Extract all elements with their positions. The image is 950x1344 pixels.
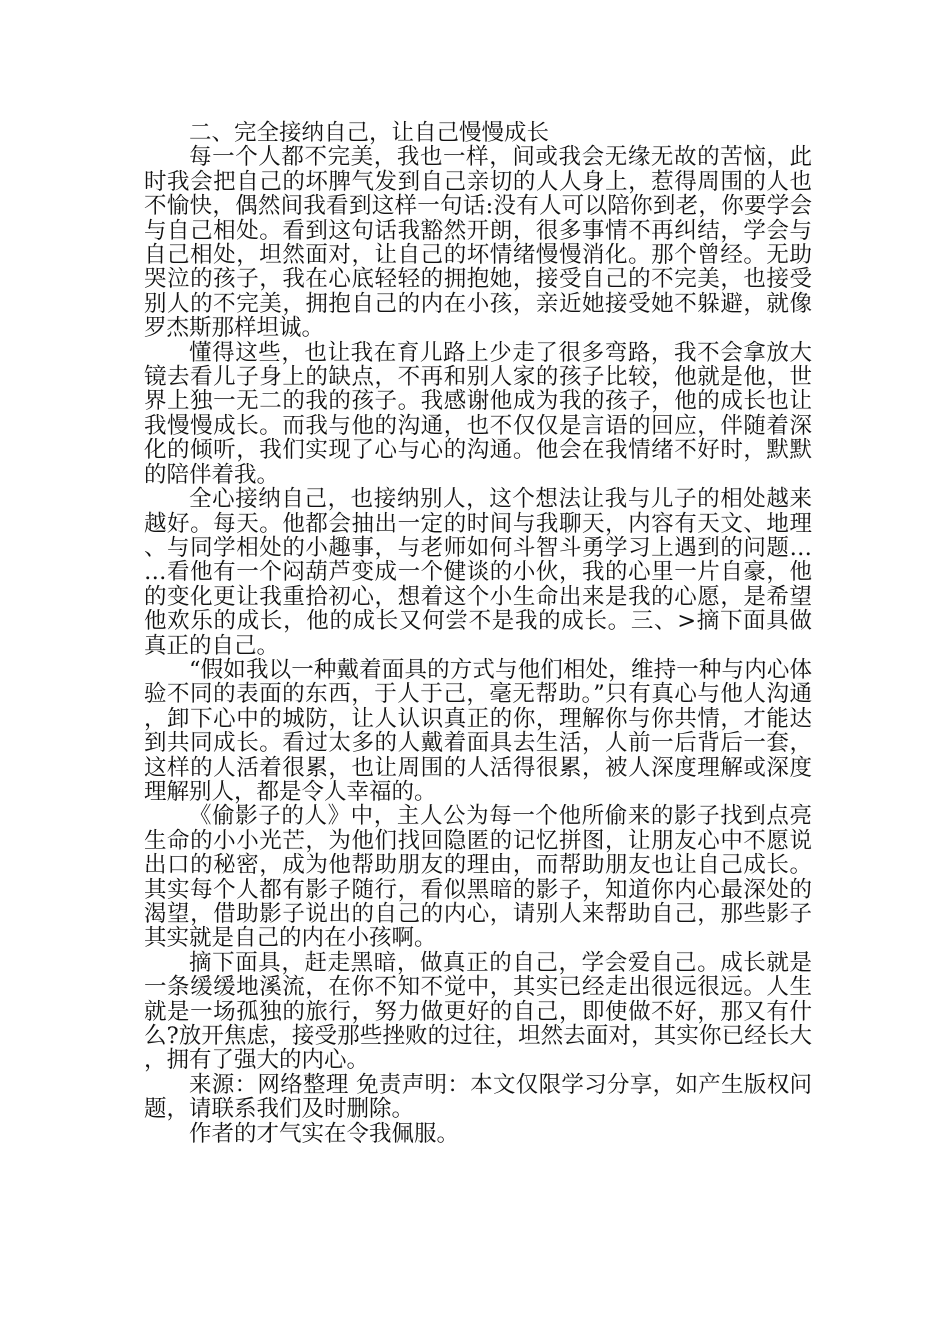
quote-paragraph: “假如我以一种戴着面具的方式与他们相处，维持一种与内心体验不同的表面的东西，于人于己，毫无帮助。”只有真心与他人沟通，卸下心中的城防，让人认识真正的你，理解你与你共情，才能达到共同成长。看过太多的人戴着面具去生活，人前一后背后一套，这样的人活着很累，也让周围的人活得很累，被人深度理解或深度理解别人，都是令人幸福的。 — [144, 656, 812, 805]
body-paragraph: 《偷影子的人》中，主人公为每一个他所偷来的影子找到点亮生命的小小光芒，为他们找回隐匿的记忆拼图，让朋友心中不愿说出口的秘密，成为他帮助朋友的理由，而帮助朋友也让自己成长。其实每个人都有影子随行，看似黑暗的影子，知道你内心最深处的渴望，借助影子说出的自己的内心，请别人来帮助自己，那些影子其实就是自己的内在小孩啊。 — [144, 803, 812, 952]
body-paragraph: 懂得这些，也让我在育儿路上少走了很多弯路，我不会拿放大镜去看儿子身上的缺点，不再和别人家的孩子比较，他就是他，世界上独一无二的我的孩子。我感谢他成为我的孩子，他的成长也让我慢慢成长。而我与他的沟通，也不仅仅是言语的回应，伴随着深化的倾听，我们实现了心与心的沟通。他会在我情绪不好时，默默的陪伴着我。 — [144, 339, 812, 488]
article-body — [144, 121, 812, 1146]
source-disclaimer: 来源：网络整理 免责声明：本文仅限学习分享，如产生版权问题，请联系我们及时删除。 — [144, 1071, 812, 1123]
closing-remark: 作者的才气实在令我佩服。 — [189, 1120, 460, 1147]
section-heading-2: 二、完全接纳自己，让自己慢慢成长 — [189, 120, 550, 146]
body-paragraph: 摘下面具，赶走黑暗，做真正的自己，学会爱自己。成长就是一条缓缓地溪流，在你不知不觉中，其实已经走出很远很远。人生就是一场孤独的旅行，努力做更好的自己，即使做不好，那又有什么?放开焦虑，接受那些挫败的过往，坦然去面对，其实你已经长大，拥有了强大的内心。 — [144, 949, 812, 1074]
body-paragraph: 每一个人都不完美，我也一样，间或我会无缘无故的苦恼，此时我会把自己的坏脾气发到自己亲切的人人身上，惹得周围的人也不愉快，偶然间我看到这样一句话:没有人可以陪你到老，你要学会与自己相处。看到这句话我豁然开朗，很多事情不再纠结，学会与自己相处，坦然面对，让自己的坏情绪慢慢消化。那个曾经。无助哭泣的孩子，我在心底轻轻的拥抱她，接受自己的不完美，也接受别人的不完美，拥抱自己的内在小孩，亲近她接受她不躲避，就像罗杰斯那样坦诚。 — [144, 144, 812, 342]
body-paragraph: 全心接纳自己，也接纳别人，这个想法让我与儿子的相处越来越好。每天。他都会抽出一定的时间与我聊天，内容有天文、地理、与同学相处的小趣事，与老师如何斗智斗勇学习上遇到的问题……看他有一个闷葫芦变成一个健谈的小伙，我的心里一片自豪，他的变化更让我重拾初心，想着这个小生命出来是我的心愿，是希望他欢乐的成长，他的成长又何尝不是我的成长。三、>摘下面具做真正的自己。 — [144, 486, 812, 659]
